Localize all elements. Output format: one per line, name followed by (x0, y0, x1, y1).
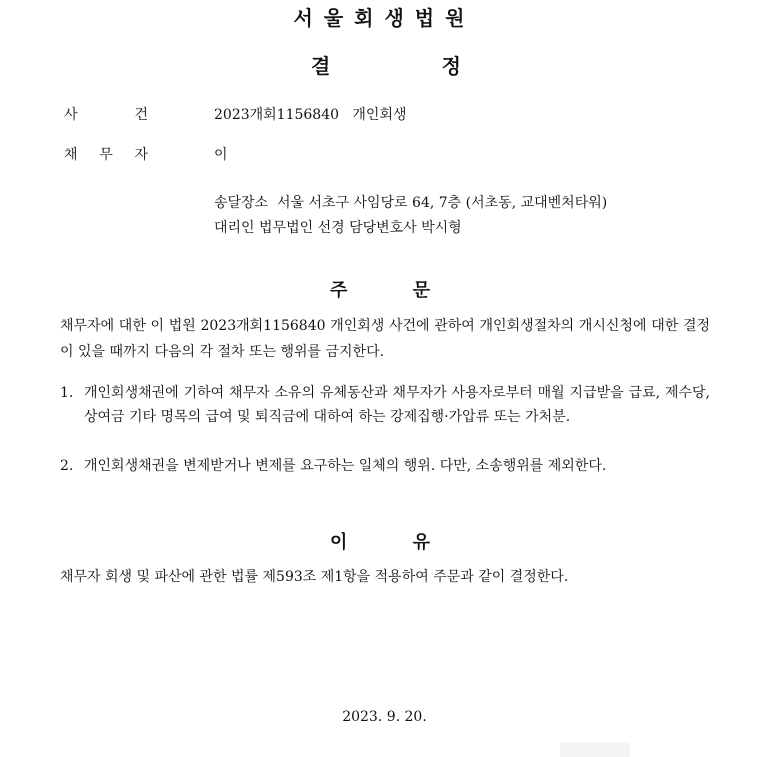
service-address: 송달장소 서울 서초구 사임당로 64, 7층 (서초동, 교대벤처타워) (214, 195, 608, 211)
debtor-label: 채 무 자 (64, 147, 148, 163)
decision-date: 2023. 9. 20. (342, 709, 427, 725)
court-name: 서울회생법원 (293, 6, 476, 30)
document-type-char-2: 정 (441, 54, 461, 78)
document-type-char-1: 결 (311, 54, 331, 78)
case-name: 개인회생 (352, 107, 407, 123)
case-value (214, 104, 407, 124)
reason-paragraph: 채무자 회생 및 파산에 관한 법률 제593조 제1항을 적용하여 주문과 같이 결정한다. (60, 569, 569, 585)
order-item-2 (60, 454, 710, 478)
order-paragraph: 채무자에 대한 이 법원 2023개회1156840 개인회생 사건에 관하여 개인회생절차의 개시신청에 대한 결정이 있을 때까지 다음의 각 절차 또는 행위를 금지한다. (60, 318, 710, 360)
order-item-1 (60, 381, 710, 429)
case-label: 사 건 (64, 107, 148, 123)
order-item-number: 2. (60, 458, 74, 474)
order-heading: 주 문 (330, 280, 430, 301)
order-item-text: 개인회생채권을 변제받거나 변제를 요구하는 일체의 행위. 다만, 소송행위를 제외한다. (84, 458, 607, 474)
representative: 대리인 법무법인 선경 담당변호사 박시형 (214, 220, 462, 236)
order-item-text: 개인회생채권에 기하여 채무자 소유의 유체동산과 채무자가 사용자로부터 매월 지급받을 급료, 제수당, 상여금 기타 명목의 급여 및 퇴직금에 대하여 하는 강제집행·가압류 또는 가처분. (84, 385, 710, 425)
debtor-name: 이 (214, 147, 228, 163)
case-number: 2023개회1156840 (214, 107, 340, 123)
document-type-title (311, 50, 461, 79)
reason-heading: 이 유 (330, 532, 430, 553)
scan-smudge (560, 742, 630, 757)
order-item-number: 1. (60, 385, 74, 401)
